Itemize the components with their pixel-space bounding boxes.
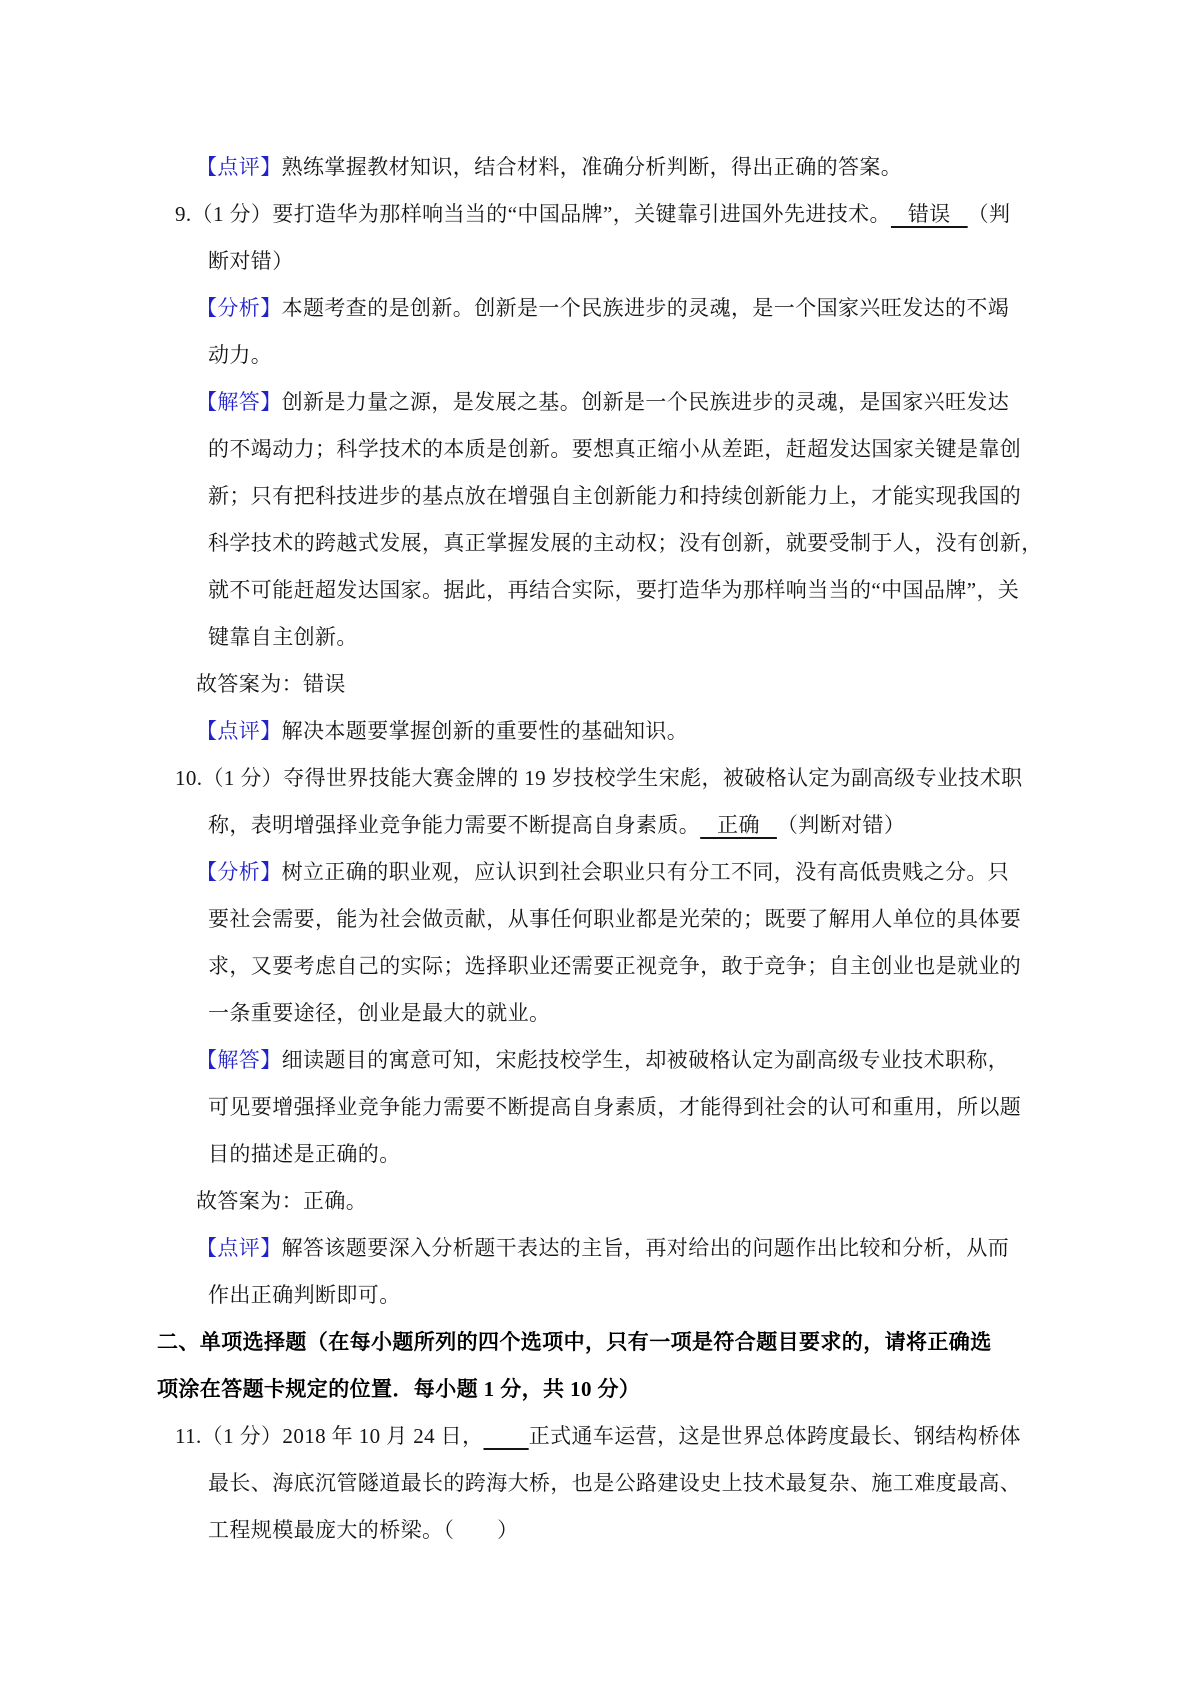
q10-comment-line-1	[0, 1225, 1200, 1272]
text-segment: 10.（1 分）夺得世界技能大赛金牌的 19 岁技校学生宋彪，被破格认定为副高级专业技术职	[175, 766, 1023, 790]
text-segment: 新；只有把科技进步的基点放在增强自主创新能力和持续创新能力上，才能实现我国的	[208, 484, 1022, 508]
q9-stem-line-2	[0, 238, 1200, 285]
q9-stem-line-1	[0, 191, 1200, 238]
q9-analysis-line-2	[0, 332, 1200, 379]
q10-solution-line-2	[0, 1084, 1200, 1131]
text-segment: 解答该题要深入分析题干表达的主旨，再对给出的问题作出比较和分析，从而	[281, 1236, 1010, 1260]
text-segment: 动力。	[208, 343, 273, 367]
q10-analysis-line-4	[0, 990, 1200, 1037]
underlined-answer-blank	[483, 1424, 528, 1448]
answer-section-label: 【分析】	[196, 296, 282, 320]
text-segment: 项涂在答题卡规定的位置．每小题 1 分，共 10 分）	[157, 1377, 641, 1401]
text-segment: 一条重要途径，创业是最大的就业。	[208, 1001, 551, 1025]
text-segment: 可见要增强择业竞争能力需要不断提高自身素质，才能得到社会的认可和重用，所以题	[208, 1095, 1022, 1119]
q11-stem-line-1	[0, 1413, 1200, 1460]
text-segment: 目的描述是正确的。	[208, 1142, 401, 1166]
q8-comment-line	[0, 144, 1200, 191]
text-segment: 的不竭动力；科学技术的本质是创新。要想真正缩小从差距，赶超发达国家关键是靠创	[208, 437, 1022, 461]
text-segment: 键靠自主创新。	[208, 625, 358, 649]
text-segment: 故答案为：错误	[196, 672, 346, 696]
answer-section-label: 【解答】	[196, 1048, 282, 1072]
text-segment: 作出正确判断即可。	[208, 1283, 401, 1307]
section-2-header-line-1	[0, 1319, 1200, 1366]
q10-comment-line-2	[0, 1272, 1200, 1319]
text-segment: （判断对错）	[776, 813, 906, 837]
document-body	[0, 144, 1200, 1554]
q10-analysis-line-3	[0, 943, 1200, 990]
q10-stem-line-1	[0, 755, 1200, 802]
text-segment: 9.（1 分）要打造华为那样响当当的“中国品牌”，关键靠引进国外先进技术。	[175, 202, 891, 226]
text-segment: 熟练掌握教材知识，结合材料，准确分析判断，得出正确的答案。	[281, 155, 903, 179]
q9-analysis-line-1	[0, 285, 1200, 332]
answer-section-label: 【解答】	[196, 390, 282, 414]
text-segment: 工程规模最庞大的桥梁。（ ）	[208, 1518, 519, 1542]
q9-final-answer-line	[0, 661, 1200, 708]
text-segment: 正式通车运营，这是世界总体跨度最长、钢结构桥体	[528, 1424, 1021, 1448]
text-segment: 树立正确的职业观，应认识到社会职业只有分工不同，没有高低贵贱之分。只	[281, 860, 1010, 884]
text-segment: 断对错）	[208, 249, 294, 273]
q10-final-answer-line	[0, 1178, 1200, 1225]
text-segment: 创新是力量之源，是发展之基。创新是一个民族进步的灵魂，是国家兴旺发达	[281, 390, 1010, 414]
text-segment: 求，又要考虑自己的实际；选择职业还需要正视竞争，敢于竞争；自主创业也是就业的	[208, 954, 1022, 978]
section-2-header-line-2	[0, 1366, 1200, 1413]
text-segment: 要社会需要，能为社会做贡献，从事任何职业都是光荣的；既要了解用人单位的具体要	[208, 907, 1022, 931]
q9-solution-line-3	[0, 473, 1200, 520]
q9-solution-line-4	[0, 520, 1200, 567]
answer-section-label: 【分析】	[196, 860, 282, 884]
answer-section-label: 【点评】	[196, 155, 282, 179]
q9-solution-line-5	[0, 567, 1200, 614]
q11-stem-line-2	[0, 1460, 1200, 1507]
q10-stem-line-2	[0, 802, 1200, 849]
text-segment: 科学技术的跨越式发展，真正掌握发展的主动权；没有创新，就要受制于人，没有创新，	[208, 531, 1043, 555]
answer-section-label: 【点评】	[196, 719, 282, 743]
q10-solution-line-1	[0, 1037, 1200, 1084]
q10-analysis-line-2	[0, 896, 1200, 943]
text-segment: （判	[967, 202, 1011, 226]
text-segment: 称，表明增强择业竞争能力需要不断提高自身素质。	[208, 813, 701, 837]
q9-solution-line-2	[0, 426, 1200, 473]
text-segment: 故答案为：正确。	[196, 1189, 368, 1213]
q10-analysis-line-1	[0, 849, 1200, 896]
q11-stem-line-3	[0, 1507, 1200, 1554]
text-segment: 细读题目的寓意可知，宋彪技校学生，却被破格认定为副高级专业技术职称，	[281, 1048, 1010, 1072]
text-segment: 11.（1 分）2018 年 10 月 24 日，	[175, 1424, 484, 1448]
q9-solution-line-1	[0, 379, 1200, 426]
text-segment: 本题考查的是创新。创新是一个民族进步的灵魂，是一个国家兴旺发达的不竭	[281, 296, 1010, 320]
answer-section-label: 【点评】	[196, 1236, 282, 1260]
q10-solution-line-3	[0, 1131, 1200, 1178]
q9-solution-line-6	[0, 614, 1200, 661]
text-segment: 最长、海底沉管隧道最长的跨海大桥，也是公路建设史上技术最复杂、施工难度最高、	[208, 1471, 1022, 1495]
underlined-answer-blank: 正确	[700, 813, 777, 837]
text-segment: 就不可能赶超发达国家。据此，再结合实际，要打造华为那样响当当的“中国品牌”，关	[208, 578, 1020, 602]
text-segment: 二、单项选择题（在每小题所列的四个选项中，只有一项是符合题目要求的，请将正确选	[157, 1330, 992, 1354]
underlined-answer-blank: 错误	[890, 202, 968, 226]
text-segment: 解决本题要掌握创新的重要性的基础知识。	[281, 719, 689, 743]
q9-comment-line	[0, 708, 1200, 755]
